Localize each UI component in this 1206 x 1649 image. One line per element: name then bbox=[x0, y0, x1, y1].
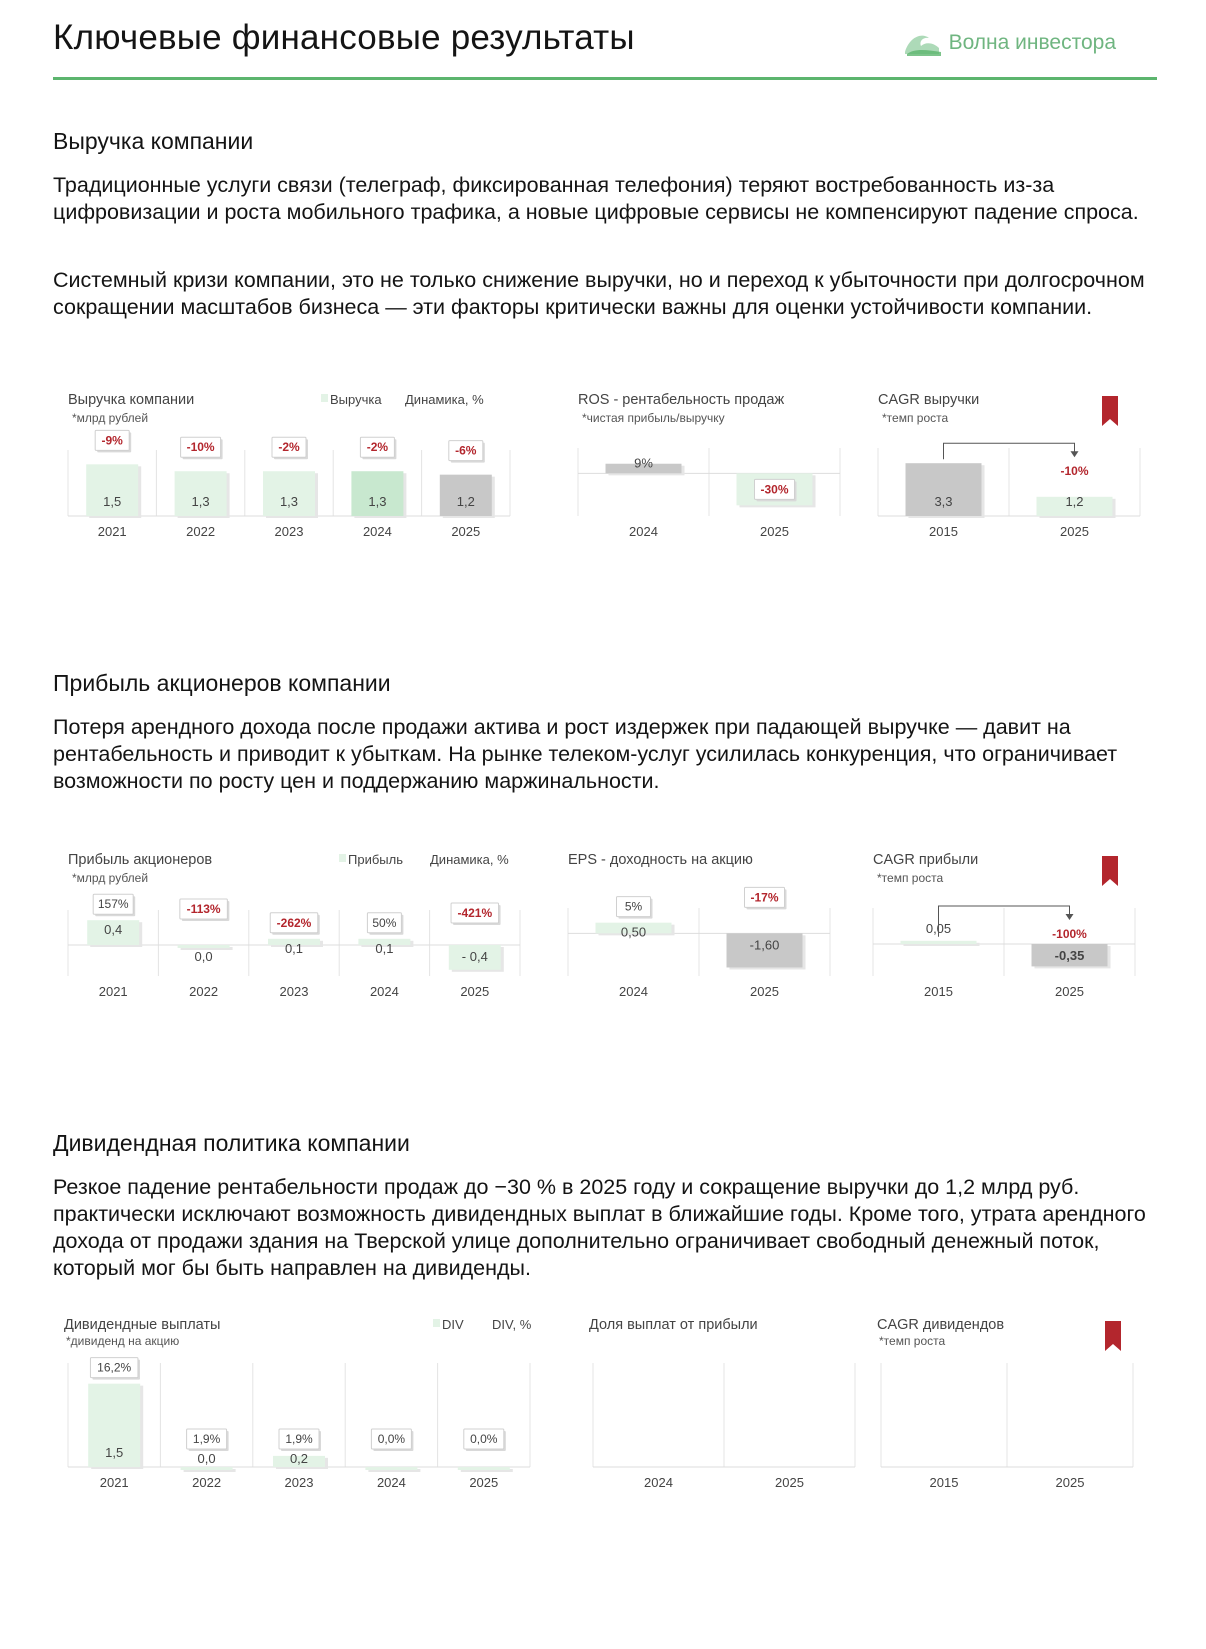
tick-label: 2025 bbox=[451, 524, 481, 539]
data-label: 0,0 bbox=[194, 949, 213, 964]
data-label: -30% bbox=[760, 482, 789, 497]
tick-label: 2015 bbox=[924, 984, 953, 999]
bar bbox=[458, 1467, 510, 1470]
data-label: 1,5 bbox=[103, 494, 122, 509]
chart-profit bbox=[60, 850, 530, 1030]
chart-dividends bbox=[60, 1315, 540, 1495]
cagr-arrowhead bbox=[1066, 914, 1074, 920]
tick-label: 2025 bbox=[469, 1475, 499, 1490]
pct-label: -17% bbox=[750, 890, 779, 905]
data-label: 1,3 bbox=[368, 494, 387, 509]
tick-label: 2024 bbox=[619, 984, 648, 999]
tick-label: 2022 bbox=[186, 524, 216, 539]
cagr-label: -100% bbox=[1052, 927, 1087, 941]
tick-label: 2021 bbox=[99, 1475, 129, 1490]
chart-title: Прибыль акционеров bbox=[68, 852, 213, 868]
tick-label: 2025 bbox=[1055, 984, 1084, 999]
pct-label: -2% bbox=[278, 440, 300, 455]
data-label: - 0,4 bbox=[461, 949, 488, 964]
data-label: -0,35 bbox=[1054, 948, 1085, 963]
data-label: 0,2 bbox=[289, 1451, 309, 1466]
wave-icon bbox=[903, 28, 943, 58]
chart-subtitle: *млрд рублей bbox=[72, 411, 149, 425]
data-label: -1,60 bbox=[749, 937, 780, 953]
header-divider bbox=[53, 77, 1157, 80]
legend-entry: Динамика, % bbox=[405, 392, 484, 407]
legend-entry: Выручка bbox=[330, 392, 382, 407]
chart-revenue bbox=[60, 390, 520, 570]
pct-label: -421% bbox=[457, 906, 493, 920]
bar bbox=[901, 941, 977, 944]
section-title-profit: Прибыль акционеров компании bbox=[53, 670, 391, 696]
pct-label: -113% bbox=[186, 902, 221, 916]
tick-label: 2015 bbox=[929, 1475, 959, 1490]
tick-label: 2024 bbox=[376, 1475, 406, 1490]
chart-cagr-profit bbox=[865, 850, 1145, 1030]
legend-entry: Прибыль bbox=[348, 852, 403, 867]
chart-title: ROS - рентабельность продаж bbox=[578, 392, 785, 408]
data-label: 3,3 bbox=[934, 494, 953, 509]
tick-label: 2021 bbox=[98, 984, 128, 999]
chart-payout-ratio bbox=[585, 1315, 865, 1495]
tick-label: 2021 bbox=[97, 524, 127, 539]
chart-ros bbox=[570, 390, 850, 570]
data-label: 1,5 bbox=[105, 1445, 124, 1460]
chart-subtitle: *млрд рублей bbox=[72, 871, 149, 885]
tick-label: 2025 bbox=[750, 984, 779, 999]
data-label: 0,1 bbox=[284, 940, 304, 956]
data-label: 0,50 bbox=[620, 924, 647, 940]
chart-title: CAGR выручки bbox=[878, 392, 980, 408]
bookmark-icon bbox=[1102, 396, 1118, 426]
data-label: 1,2 bbox=[1065, 494, 1084, 509]
data-label: 1,2 bbox=[456, 494, 475, 509]
tick-label: 2022 bbox=[189, 984, 219, 999]
chart-title: Доля выплат от прибыли bbox=[589, 1317, 758, 1333]
bar bbox=[181, 1467, 233, 1470]
chart-subtitle: *темп роста bbox=[879, 1334, 946, 1348]
tick-label: 2024 bbox=[369, 984, 399, 999]
tick-label: 2025 bbox=[460, 984, 490, 999]
pct-label: -9% bbox=[101, 433, 123, 448]
data-label: 9% bbox=[634, 455, 653, 471]
pct-label: -262% bbox=[276, 915, 312, 930]
pct-label: -6% bbox=[455, 443, 477, 458]
brand-logo bbox=[903, 28, 1116, 58]
pct-label: 50% bbox=[372, 915, 397, 930]
legend-swatch bbox=[433, 1319, 440, 1327]
chart-cagr-dividends bbox=[873, 1315, 1143, 1495]
paragraph-profit-1: Потеря арендного дохода после продажи актива и рост издержек при падающей выручке — давит на рентабельность и приводит к убыткам. На рынке телеком-услуг усилилась конкуренция, что ограничивает возможности по росту цен и поддержанию маржинальности. bbox=[53, 715, 1118, 793]
pct-label: 0,0% bbox=[377, 1432, 406, 1446]
data-label: 1,3 bbox=[191, 494, 210, 509]
chart-eps bbox=[560, 850, 840, 1030]
brand-name: Волна инвестора bbox=[948, 31, 1116, 54]
tick-label: 2024 bbox=[362, 524, 392, 539]
chart-cagr-revenue bbox=[870, 390, 1150, 570]
bookmark-icon bbox=[1102, 856, 1118, 886]
pct-label: 157% bbox=[97, 897, 129, 912]
chart-subtitle: *чистая прибыль/выручку bbox=[582, 411, 725, 425]
data-label: 0,05 bbox=[925, 920, 952, 936]
tick-label: 2022 bbox=[192, 1475, 222, 1490]
legend-swatch bbox=[339, 854, 346, 862]
section-title-dividends: Дивидендная политика компании bbox=[53, 1130, 410, 1156]
legend-swatch bbox=[321, 394, 328, 402]
paragraph-dividends-1: Резкое падение рентабельности продаж до −30 % в 2025 году и сокращение выручки до 1,2 млрд руб. практически исключают возможность дивидендных выплат в ближайшие годы. Кроме того, утрата арендного дохода от продажи здания на Тверской улице дополнительно ограничивает свободный денежный поток, который мог бы быть направлен на дивиденды. bbox=[53, 1175, 1146, 1280]
bar bbox=[178, 945, 230, 948]
tick-label: 2024 bbox=[644, 1475, 673, 1490]
data-label: 1,3 bbox=[279, 494, 299, 509]
tick-label: 2023 bbox=[274, 524, 304, 539]
pct-label: 1,9% bbox=[192, 1432, 221, 1446]
pct-label: -2% bbox=[366, 440, 389, 455]
tick-label: 2025 bbox=[1060, 524, 1089, 539]
tick-label: 2025 bbox=[1055, 1475, 1085, 1490]
tick-label: 2023 bbox=[279, 984, 309, 999]
pct-label: 5% bbox=[624, 899, 643, 914]
tick-label: 2025 bbox=[775, 1475, 804, 1490]
bar bbox=[365, 1467, 417, 1470]
section-title-revenue: Выручка компании bbox=[53, 128, 254, 154]
chart-title: CAGR прибыли bbox=[873, 852, 979, 868]
cagr-label: -10% bbox=[1060, 464, 1089, 479]
bookmark-icon bbox=[1105, 1321, 1121, 1351]
chart-title: EPS - доходность на акцию bbox=[568, 852, 753, 868]
tick-label: 2015 bbox=[929, 524, 958, 539]
chart-title: Дивидендные выплаты bbox=[64, 1317, 221, 1333]
pct-label: 0,0% bbox=[470, 1432, 498, 1446]
page-title: Ключевые финансовые результаты bbox=[53, 18, 635, 57]
chart-subtitle: *темп роста bbox=[877, 871, 944, 885]
legend-entry: Динамика, % bbox=[430, 852, 509, 867]
pct-label: -10% bbox=[186, 440, 215, 455]
legend-entry: DIV, % bbox=[492, 1317, 532, 1332]
cagr-arrowhead bbox=[1071, 451, 1079, 457]
legend-entry: DIV bbox=[442, 1317, 464, 1332]
chart-subtitle: *дивиденд на акцию bbox=[66, 1334, 180, 1348]
tick-label: 2024 bbox=[629, 524, 658, 539]
chart-subtitle: *темп роста bbox=[882, 411, 949, 425]
pct-label: 16,2% bbox=[97, 1360, 132, 1375]
data-label: 0,0 bbox=[197, 1451, 216, 1466]
data-label: 0,4 bbox=[104, 922, 123, 938]
paragraph-revenue-2: Системный кризи компании, это не только снижение выручки, но и переход к убыточности при долгосрочном сокращении масштабов бизнеса — эти факторы критически важны для оценки устойчивости компании. bbox=[53, 268, 1145, 319]
chart-title: Выручка компании bbox=[68, 392, 195, 408]
pct-label: 1,9% bbox=[285, 1432, 313, 1446]
paragraph-revenue-1: Традиционные услуги связи (телеграф, фиксированная телефония) теряют востребованность из-за цифровизации и роста мобильного трафика, а новые цифровые сервисы не компенсируют падение спроса. bbox=[53, 173, 1139, 224]
data-label: 0,1 bbox=[375, 940, 394, 956]
chart-title: CAGR дивидендов bbox=[877, 1317, 1005, 1333]
tick-label: 2023 bbox=[284, 1475, 314, 1490]
tick-label: 2025 bbox=[760, 524, 789, 539]
